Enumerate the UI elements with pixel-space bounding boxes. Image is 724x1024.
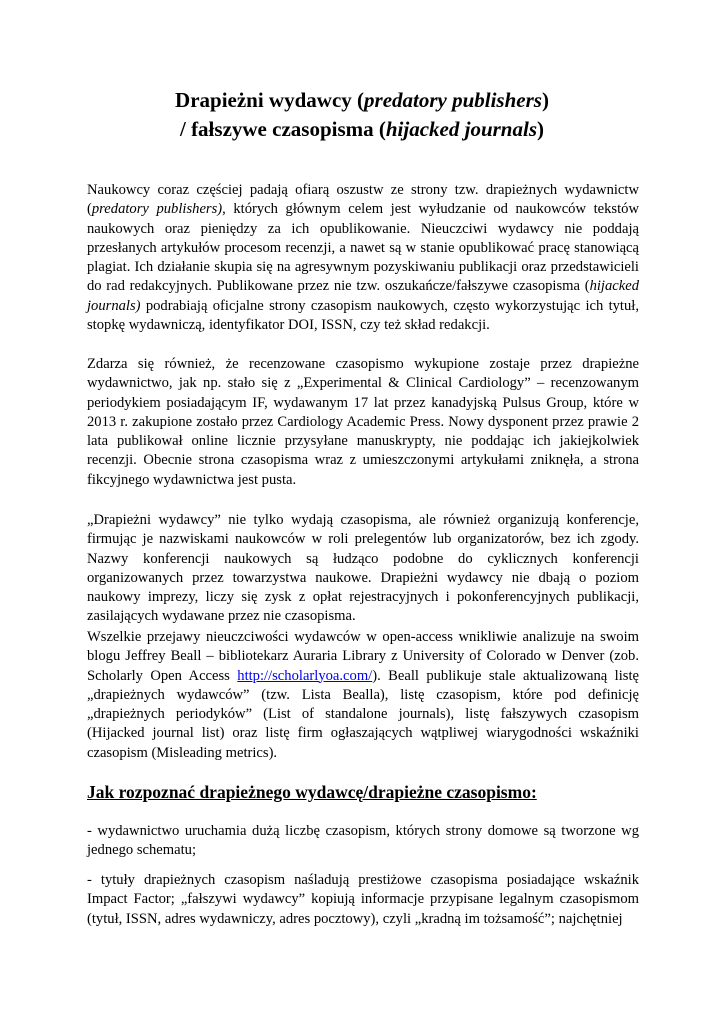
scholarlyoa-link[interactable]: http://scholarlyoa.com/	[237, 667, 373, 684]
title-line-1: Drapieżni wydawcy (predatory publishers)	[175, 88, 549, 112]
section-heading: Jak rozpoznać drapieżnego wydawcę/drapieżne czasopismo:	[87, 782, 537, 802]
page-title	[0, 86, 724, 144]
paragraph-journal-takeover: Zdarza się również, że recenzowane czasopismo wykupione zostaje przez drapieżne wydawnictwo, jak np. stało się z „Experimental & Clinical Cardiology” – recenzowanym periodykiem posiadającym IF, wydawanym 17 lat przez kanadyjską Pulsus Group, które w 2013 r. zakupione zostało przez Cardiology Academic Press. Nowy dysponent przez prawie 2 lata publikował online licznie przysyłane manuskrypty, nie poddając ich jakiejkolwiek recenzji. Obecnie strona czasopisma wraz z umieszczonymi artykułami zniknęła, a strona fikcyjnego wydawnictwa jest pusta.	[87, 356, 639, 488]
paragraph-conferences: „Drapieżni wydawcy” nie tylko wydają czasopisma, ale również organizują konferencje, firmując je nazwiskami naukowców w roli prelegentów lub organizatorów, bez ich zgody. Nazwy konferencji naukowych są łudząco podobne do cyklicznych konferencji organizowanych przez towarzystwa naukowe. Drapieżni wydawcy nie dbają o poziom naukowy imprezy, liczy się zysk z opłat rejestracyjnych i pokonferencyjnych publikacji, zasilających wydawane przez nie czasopisma.	[87, 512, 639, 625]
title-line-2: / fałszywe czasopisma (hijacked journals)	[179, 117, 544, 141]
paragraph-intro: Naukowcy coraz częściej padają ofiarą oszustw ze strony tzw. drapieżnych wydawnictw (predatory publishers), których głównym celem jest wyłudzanie od naukowców tekstów naukowych oraz pieniędzy za ich opublikowanie. Nieuczciwi wydawcy nie poddają przesłanych artykułów procesom recenzji, a nawet są w stanie opublikować pracę stanowiącą plagiat. Ich działanie skupia się na agresywnym pozyskiwaniu publikacji oraz przedstawicieli do rad redakcyjnych. Publikowane przez nie tzw. oszukańcze/fałszywe czasopisma (hijacked journals) podrabiają oficjalne strony czasopism naukowych, często wykorzystując ich tytuł, stopkę wydawniczą, identyfikator DOI, ISSN, czy też skład redakcji.	[87, 182, 639, 334]
list-item: - tytuły drapieżnych czasopism naśladują prestiżowe czasopisma posiadające wskaźnik Impact Factor; „fałszywi wydawcy” kopiują informacje przypisane legalnym czasopismom (tytuł, ISSN, adres wydawniczy, adres pocztowy), czyli „kradną im tożsamość”; najchętniej	[87, 872, 639, 927]
list-item: - wydawnictwo uruchamia dużą liczbę czasopism, których strony domowe są tworzone wg jednego schematu;	[87, 823, 639, 859]
paragraph-beall: Wszelkie przejawy nieuczciwości wydawców w open-access wnikliwie analizuje na swoim blogu Jeffrey Beall – bibliotekarz Auraria Library z University of Colorado w Denver (zob. Scholarly Open Access http://scholarlyoa.com/). Beall publikuje stale aktualizowaną listę „drapieżnych wydawców” (tzw. Lista Bealla), listę czasopism, które pod definicję „drapieżnych periodyków” (List of standalone journals), listę fałszywych czasopism (Hijacked journal list) oraz listę firm ogłaszających wątpliwej wiarygodności wskaźniki czasopism (Misleading metrics).	[87, 629, 639, 761]
